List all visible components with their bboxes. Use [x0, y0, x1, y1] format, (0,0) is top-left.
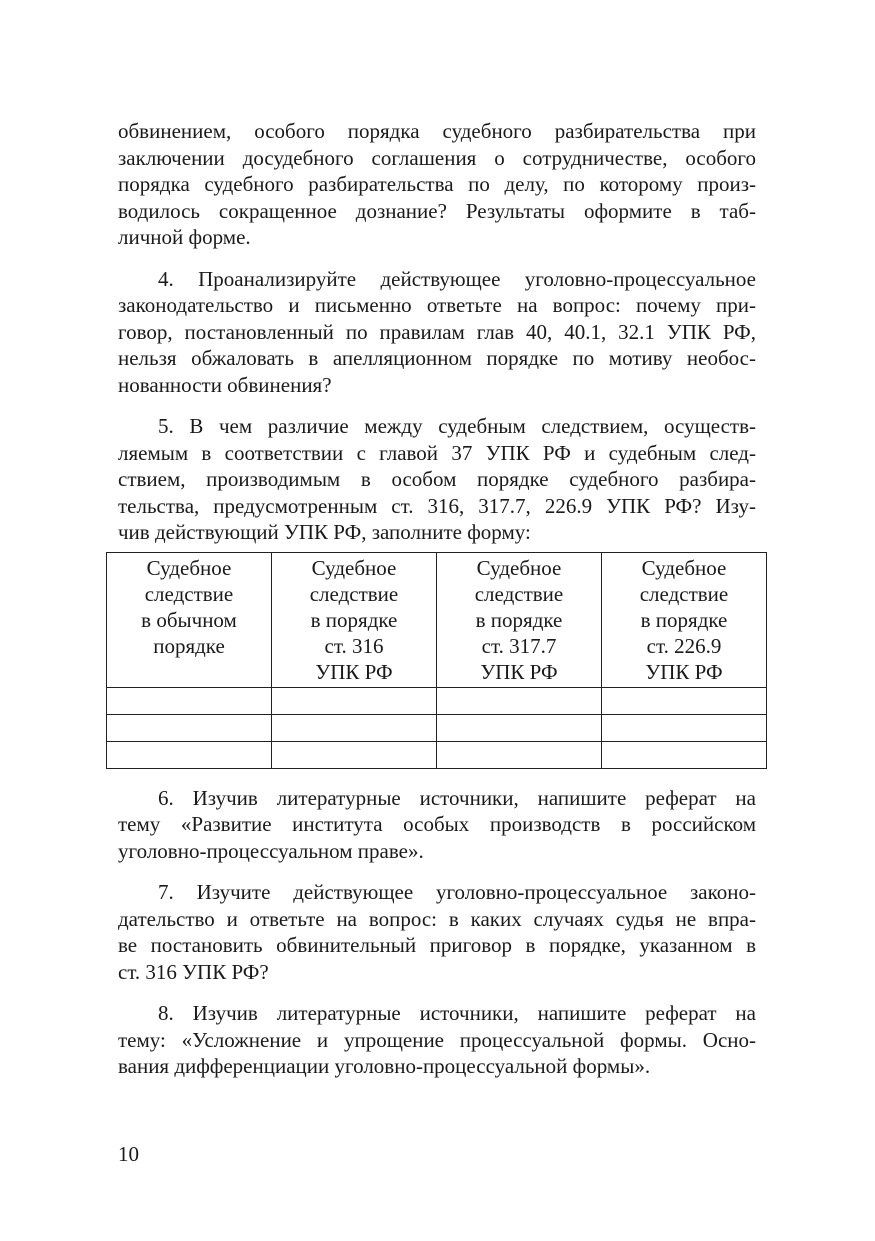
- text-line: 5. В чем различие между судебным следствием, осуществ-: [158, 414, 756, 438]
- text-line: ствием, производимым в особом порядке судебного разбира-: [118, 467, 756, 491]
- text-line: дательство и ответьте на вопрос: в каких случаях судья не впра-: [118, 906, 756, 931]
- text-line: ст. 316 УПК РФ?: [118, 959, 269, 984]
- paragraph-task-4: [118, 266, 756, 399]
- table-cell: [272, 714, 437, 741]
- text-line: уголовно-процессуальном праве».: [118, 838, 424, 863]
- paragraph-task-8: [118, 1000, 756, 1080]
- page-number: 10: [118, 1142, 139, 1166]
- header-line: Судебное: [146, 555, 232, 580]
- text-line: тему: «Усложнение и упрощение процессуальной формы. Осно-: [118, 1027, 756, 1052]
- table-cell: [272, 741, 437, 768]
- table-row: [107, 687, 767, 714]
- column-header-art-317-7: [437, 552, 602, 687]
- text-line: тельства, предусмотренным ст. 316, 317.7, 226.9 УПК РФ? Изу-: [118, 493, 756, 518]
- header-line: следствие: [474, 581, 564, 606]
- table-cell: [437, 714, 602, 741]
- table-row: [107, 741, 767, 768]
- paragraph-task-5: [118, 413, 756, 546]
- text-line: ляемым в соответствии с главой 37 УПК РФ и судебным след-: [118, 440, 756, 465]
- text-line: ве постановить обвинительный приговор в порядке, указанном в: [118, 933, 756, 957]
- text-line: 4. Проанализируйте действующее уголовно-процессуальное: [158, 266, 756, 291]
- column-header-ordinary: [107, 552, 272, 687]
- text-line: 6. Изучив литературные источники, напишите реферат на: [158, 785, 756, 810]
- header-line: в порядке: [310, 607, 398, 632]
- table-header-row: [107, 552, 767, 687]
- table-cell: [437, 741, 602, 768]
- header-line: в обычном: [141, 607, 237, 632]
- header-line: следствие: [639, 581, 729, 606]
- page-body: [118, 118, 756, 1095]
- header-line: ст. 316: [324, 633, 384, 658]
- header-line: ст. 226.9: [646, 633, 722, 658]
- paragraph-task-6: [118, 785, 756, 865]
- column-header-art-316: [272, 552, 437, 687]
- header-line: в порядке: [640, 607, 728, 632]
- text-line: 7. Изучите действующее уголовно-процессуальное законо-: [158, 880, 756, 904]
- text-line: обвинением, особого порядка судебного разбирательства при: [118, 119, 756, 143]
- table-cell: [437, 687, 602, 714]
- header-line: следствие: [144, 581, 234, 606]
- comparison-form-table: [106, 552, 767, 769]
- column-header-art-226-9: [602, 552, 767, 687]
- table-row: [107, 714, 767, 741]
- header-line: следствие: [309, 581, 399, 606]
- header-line: УПК РФ: [645, 659, 723, 684]
- table-cell: [602, 714, 767, 741]
- header-line: ст. 317.7: [481, 633, 557, 658]
- text-line: нованности обвинения?: [118, 372, 332, 397]
- text-line: нельзя обжаловать в апелляционном порядке по мотиву необос-: [118, 346, 756, 370]
- table-cell: [272, 687, 437, 714]
- header-line: в порядке: [475, 607, 563, 632]
- table-cell: [107, 687, 272, 714]
- text-line: 8. Изучив литературные источники, напишите реферат на: [158, 1001, 756, 1025]
- text-line: порядка судебного разбирательства по делу, по которому произ-: [118, 172, 756, 196]
- header-line: Судебное: [311, 555, 397, 580]
- text-line: водилось сокращенное дознание? Результаты оформите в таб-: [118, 198, 756, 223]
- header-line: порядке: [153, 633, 225, 658]
- paragraph-continuation: [118, 118, 756, 251]
- text-line: законодательство и письменно ответьте на вопрос: почему при-: [118, 293, 756, 317]
- header-line: УПК РФ: [315, 659, 393, 684]
- text-line: чив действующий УПК РФ, заполните форму:: [118, 520, 531, 544]
- header-line: Судебное: [476, 555, 562, 580]
- table-cell: [602, 741, 767, 768]
- table-cell: [107, 714, 272, 741]
- table-cell: [107, 741, 272, 768]
- paragraph-task-7: [118, 879, 756, 985]
- table-cell: [602, 687, 767, 714]
- text-line: личной форме.: [118, 225, 251, 249]
- text-line: вания дифференциации уголовно-процессуальной формы».: [118, 1054, 651, 1078]
- text-line: заключении досудебного соглашения о сотрудничестве, особого: [118, 145, 756, 170]
- header-line: Судебное: [641, 555, 727, 580]
- text-line: тему «Развитие института особых производств в российском: [118, 812, 756, 836]
- text-line: говор, постановленный по правилам глав 40, 40.1, 32.1 УПК РФ,: [118, 319, 756, 344]
- header-line: УПК РФ: [480, 659, 558, 684]
